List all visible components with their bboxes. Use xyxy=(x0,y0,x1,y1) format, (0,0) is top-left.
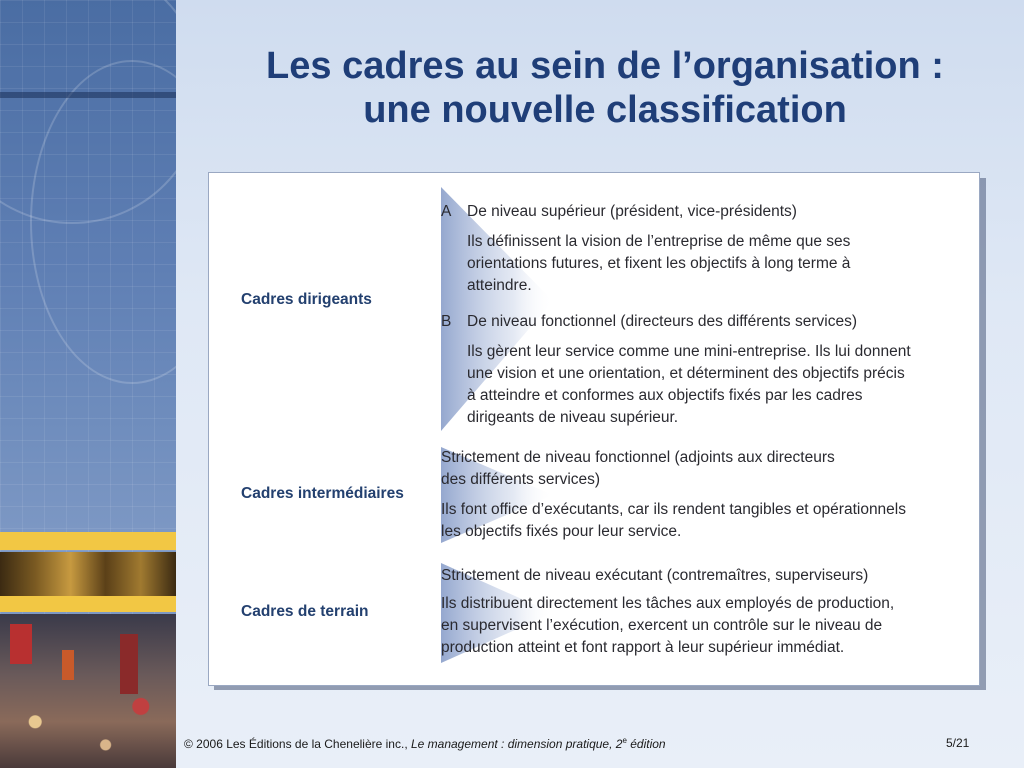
left-decoration xyxy=(0,0,176,768)
terrain-desc xyxy=(441,593,894,659)
footer-book-title: Le management : dimension pratique, 2 xyxy=(410,737,623,751)
entry-letter-b: B xyxy=(441,313,452,330)
entry-a-line: orientations futures, et fixent les objectifs à long terme à xyxy=(467,255,851,272)
intermediaires-heading-line: des différents services) xyxy=(441,471,601,488)
entry-b-line: à atteindre et conformes aux objectifs fixés par les cadres xyxy=(467,387,863,404)
terrain-line: production atteint et font rapport à leur supérieur immédiat. xyxy=(441,639,845,656)
terrain-line: en supervisent l’exécution, exercent un contrôle sur le niveau de xyxy=(441,617,883,634)
title-line-2: une nouvelle classification xyxy=(363,89,847,131)
title-line-1: Les cadres au sein de l’organisation : xyxy=(266,45,944,87)
entry-a-line: Ils définissent la vision de l’entreprise de même que ses xyxy=(467,233,851,250)
entry-b-line: Ils gèrent leur service comme une mini-entreprise. Ils lui donnent xyxy=(467,343,911,360)
street-photo xyxy=(0,614,176,768)
label-cadres-dirigeants: Cadres dirigeants xyxy=(241,291,372,308)
footer-credit xyxy=(184,736,666,751)
city-photo-top xyxy=(0,552,176,596)
entry-b-desc xyxy=(467,341,911,429)
terrain-line: Ils distribuent directement les tâches aux employés de production, xyxy=(441,595,895,612)
intermediaires-line: Ils font office d’exécutants, car ils rendent tangibles et opérationnels xyxy=(441,501,906,518)
terrain-heading xyxy=(441,565,868,587)
intermediaires-desc xyxy=(441,499,906,543)
footer-edition-word: édition xyxy=(626,737,666,751)
label-cadres-intermediaires: Cadres intermédiaires xyxy=(241,485,404,502)
footer-edition-sup: e xyxy=(622,736,627,745)
slide-title xyxy=(190,44,1020,132)
decor-bar xyxy=(0,92,176,98)
entry-a-desc xyxy=(467,231,850,297)
classification-diagram xyxy=(208,172,980,686)
intermediaires-heading xyxy=(441,447,835,491)
label-cadres-terrain: Cadres de terrain xyxy=(241,603,369,620)
photo-sign xyxy=(10,624,32,664)
footer-copyright: © 2006 Les Éditions de la Chenelière inc., xyxy=(184,737,411,751)
gold-band-bottom xyxy=(0,596,176,612)
intermediaires-heading-line: Strictement de niveau fonctionnel (adjoints aux directeurs xyxy=(441,449,835,466)
gold-band-top xyxy=(0,532,176,550)
entry-a-heading: De niveau supérieur (président, vice-présidents) xyxy=(467,203,797,220)
page-number: 5/21 xyxy=(946,736,970,750)
terrain-heading-line: Strictement de niveau exécutant (contremaîtres, superviseurs) xyxy=(441,567,869,584)
entry-a-line: atteindre. xyxy=(467,277,532,294)
entry-letter-a: A xyxy=(441,203,452,220)
entry-b-line: une vision et une orientation, et déterminent des objectifs précis xyxy=(467,365,905,382)
photo-sign xyxy=(62,650,74,680)
intermediaires-line: les objectifs fixés pour leur service. xyxy=(441,523,682,540)
entry-b-heading: De niveau fonctionnel (directeurs des différents services) xyxy=(467,313,857,330)
photo-sign xyxy=(120,634,138,694)
entry-b-line: dirigeants de niveau supérieur. xyxy=(467,409,679,426)
